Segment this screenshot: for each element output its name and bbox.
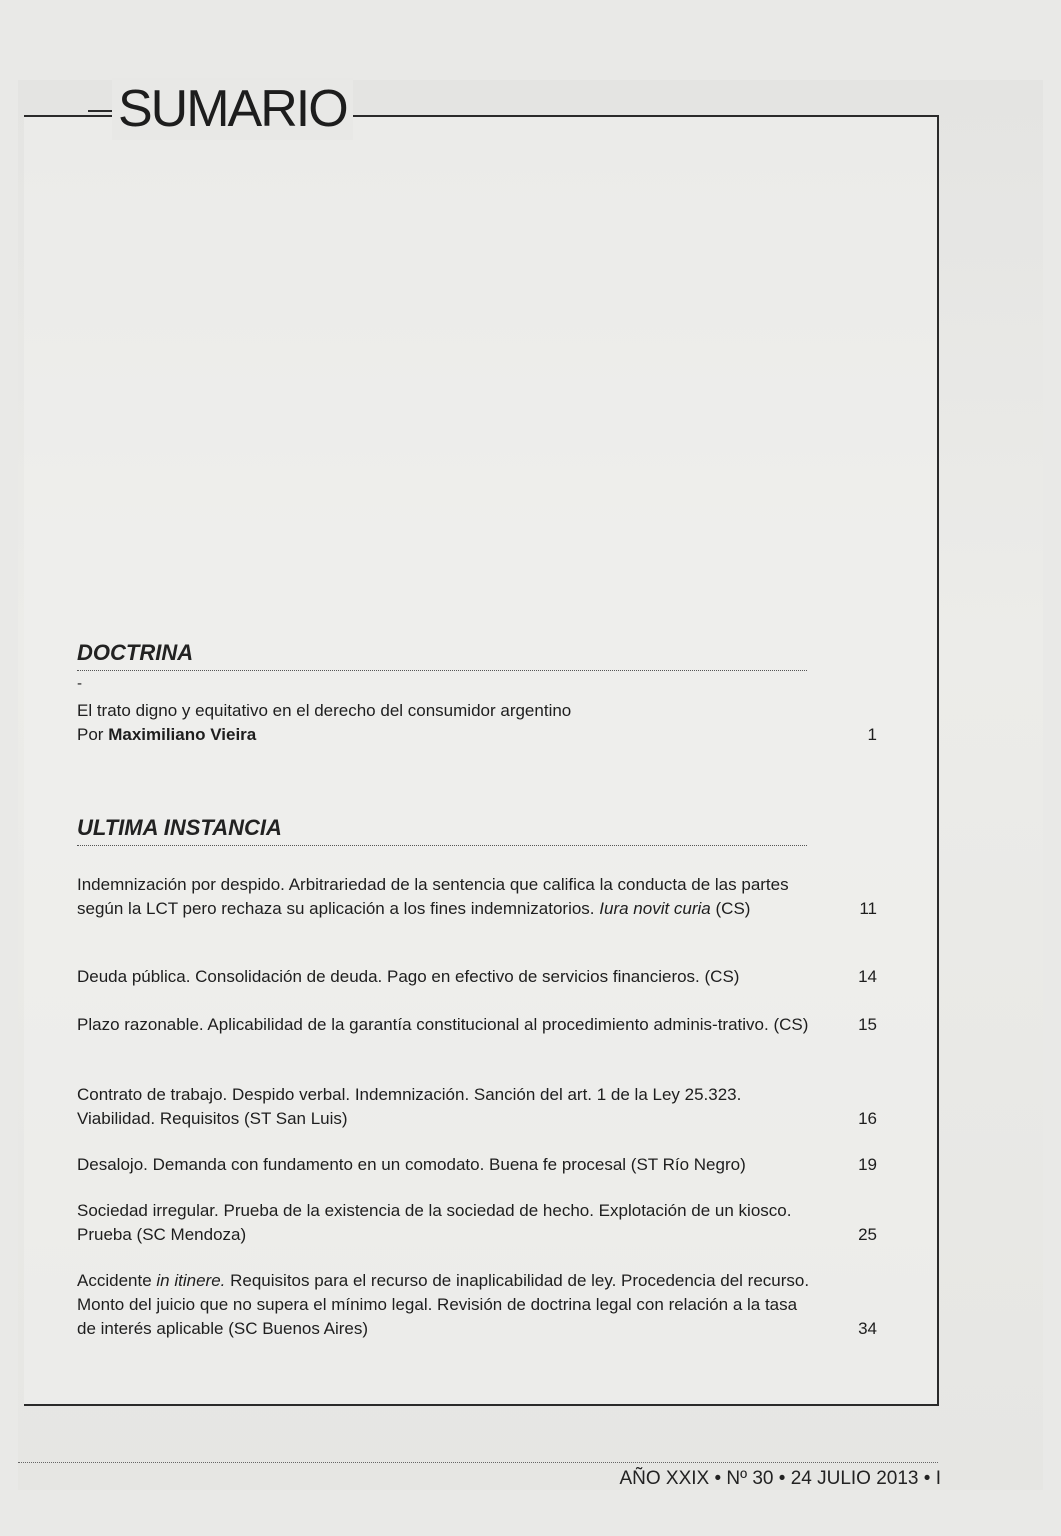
page-number: 14 [858, 967, 877, 986]
doctrina-section [77, 640, 879, 747]
page-number: 34 [858, 1319, 877, 1338]
list-item[interactable]: Accidente in itinere. Requisitos para el recurso de inaplicabilidad de ley. Procedencia del recurso. Monto del juicio que no supera el mínimo legal. Revisión de doctrina legal con relación a la tasa de interés aplicable (SC Buenos Aires) 34 [77, 1269, 879, 1341]
issue-footer: AÑO XXIX • Nº 30 • 24 JULIO 2013 • I [619, 1468, 941, 1489]
footer-rule [18, 1462, 938, 1463]
ultima-instancia-section [77, 815, 879, 846]
page-number: 11 [859, 899, 877, 918]
page-title: SUMARIO [112, 78, 353, 140]
ultima-instancia-heading: ULTIMA INSTANCIA [77, 815, 807, 846]
list-item[interactable]: Plazo razonable. Aplicabilidad de la garantía constitucional al procedimiento adminis-trativo. (CS) 15 [77, 1013, 879, 1037]
list-item[interactable]: Contrato de trabajo. Despido verbal. Indemnización. Sanción del art. 1 de la Ley 25.323. Viabilidad. Requisitos (ST San Luis) 16 [77, 1083, 879, 1131]
ultima-entry-6 [77, 1199, 879, 1247]
ultima-entry-7 [77, 1269, 879, 1341]
page-number: 15 [858, 1015, 877, 1034]
title-rule [88, 110, 114, 112]
list-item[interactable]: Desalojo. Demanda con fundamento en un comodato. Buena fe procesal (ST Río Negro) 19 [77, 1153, 879, 1177]
ultima-entry-5 [77, 1153, 879, 1177]
list-item[interactable]: Deuda pública. Consolidación de deuda. Pago en efectivo de servicios financieros. (CS) 14 [77, 965, 879, 989]
ultima-entry-3 [77, 1013, 879, 1037]
doctrina-heading: DOCTRINA [77, 640, 807, 671]
ultima-entry-1 [77, 873, 879, 921]
doctrina-entry[interactable] [77, 699, 879, 747]
entry-author: Por Maximiliano Vieira [77, 725, 257, 744]
bullet-marker: - [77, 676, 83, 692]
entry-title: El trato digno y equitativo en el derecho del consumidor argentino [77, 701, 572, 720]
list-item[interactable]: Sociedad irregular. Prueba de la existencia de la sociedad de hecho. Explotación de un kiosco. Prueba (SC Mendoza) 25 [77, 1199, 879, 1247]
list-item[interactable]: Indemnización por despido. Arbitrariedad de la sentencia que califica la conducta de las partes según la LCT pero rechaza su aplicación a los fines indemnizatorios. Iura novit curia (CS) 11 [77, 873, 879, 921]
ultima-entry-2 [77, 965, 879, 989]
ultima-entry-4 [77, 1083, 879, 1131]
page-number: 16 [858, 1109, 877, 1128]
page-number: 1 [867, 725, 877, 744]
page-number: 19 [858, 1155, 877, 1174]
page-number: 25 [858, 1225, 877, 1244]
